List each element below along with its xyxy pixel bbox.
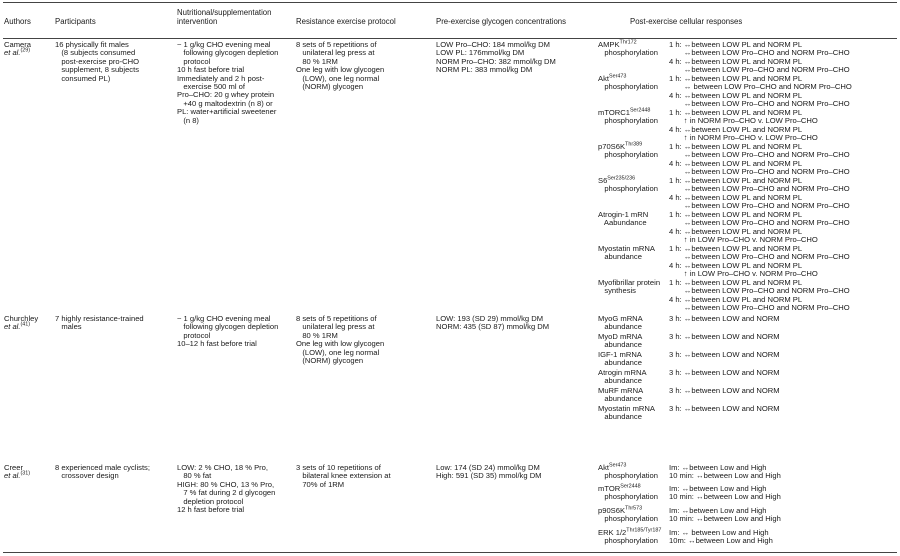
author-etal: et al. <box>4 48 21 58</box>
response-label: Akt$^{Ser473}$ phosphorylation <box>598 73 658 92</box>
response-detail: 1 h: ↔between LOW PL and NORM PL ↑ in NORM Pro–CHO v. LOW Pro–CHO 4 h: ↔between LOW PL and NORM PL ↑ in NORM Pro–CHO v. LOW Pro–CHO <box>669 108 818 143</box>
study-2-nutrition: ~ 1 g/kg CHO evening meal following glycogen depletion protocol 10–12 h fast before trial <box>177 314 279 349</box>
study-3-glycogen: Low: 174 (SD 24) mmol/kg DM High: 591 (SD 35) mmol/kg DM <box>436 463 542 481</box>
study-1-participants: 16 physically fit males (8 subjects consumed post-exercise pro-CHO supplement, 8 subjects consumed PL) <box>55 40 139 83</box>
author-name: Churchley <box>4 314 39 323</box>
header-glycogen: Pre-exercise glycogen concentrations <box>436 17 567 26</box>
study-1-author <box>4 41 31 58</box>
response-detail: 3 h: ↔between LOW and NORM <box>669 332 780 341</box>
header-participants: Participants <box>55 17 96 26</box>
response-detail: 3 h: ↔between LOW and NORM <box>669 404 780 413</box>
response-label: MyoG mRNA abundance <box>598 314 643 332</box>
study-3-nutrition: LOW: 2 % CHO, 18 % Pro, 80 % fat HIGH: 80 % CHO, 13 % Pro, 7 % fat during 2 d glycogen depletion protocol 12 h fast before trial <box>177 463 276 515</box>
response-detail: 1 h: ↔between LOW PL and NORM PL ↔between LOW Pro–CHO and NORM Pro–CHO 4 h: ↔between LOW PL and NORM PL ↑ in LOW Pro–CHO v. NORM Pro–CHO <box>669 210 850 245</box>
study-2-participants: 7 highly resistance-trained males <box>55 314 144 332</box>
bottom-rule <box>3 552 897 553</box>
response-detail: 1 h: ↔between LOW PL and NORM PL ↔between LOW Pro–CHO and NORM Pro–CHO 4 h: ↔between LOW PL and NORM PL ↔between LOW Pro–CHO and NORM Pro–CHO <box>669 176 850 211</box>
response-label: $S6^{Ser235/236}$ phosphorylation <box>598 175 658 194</box>
response-label: $p90S6K^{Thr573}$ phosphorylation <box>598 505 658 524</box>
author-etal: et al. <box>4 471 21 481</box>
study-2-glycogen: LOW: 193 (SD 29) mmol/kg DM NORM: 435 (SD 87) mmol/kg DM <box>436 314 550 332</box>
response-label: Myostatin mRNA abundance <box>598 244 655 262</box>
author-ref: (29) <box>20 47 31 54</box>
study-1-exercise: 8 sets of 5 repetitions of unilateral leg press at 80 % 1RM One leg with low glycogen (LOW), one leg normal (NORM) glycogen <box>296 40 385 92</box>
header-responses: Post-exercise cellular responses <box>630 17 743 26</box>
study-3-author <box>4 464 30 481</box>
response-label: MuRF mRNA abundance <box>598 386 644 404</box>
response-detail: 3 h: ↔between LOW and NORM <box>669 386 780 395</box>
response-label: $AMPK^{Thr172}$ phosphorylation <box>598 39 658 58</box>
response-detail: Im: ↔between Low and High 10 min: ↔between Low and High <box>669 484 781 502</box>
response-label: ERK $1/2^{Thr185/Tyr187}$ phosphorylation <box>598 527 662 546</box>
study-3-participants: 8 experienced male cyclists; crossover design <box>55 463 150 481</box>
response-detail: 1 h: ↔between LOW PL and NORM PL ↔between LOW Pro–CHO and NORM Pro–CHO 4 h: ↔between LOW PL and NORM PL ↔between LOW Pro–CHO and NORM Pro–CHO <box>669 278 850 313</box>
response-label: mTOR$^{Ser2448}$ phosphorylation <box>598 483 658 502</box>
study-1-nutrition: ~ 1 g/kg CHO evening meal following glycogen depletion protocol 10 h fast before trial Immediately and 2 h post- exercise 500 ml of Pro–CHO: 20 g whey protein +40 g maltodextrin (n 8) or PL: water+artificial sweetener (n 8) <box>177 40 279 125</box>
response-label: $mTORC1^{Ser2448}$ phosphorylation <box>598 107 658 126</box>
author-name: Creer <box>4 463 23 472</box>
response-detail: 1 h: ↔between LOW PL and NORM PL ↔between LOW Pro–CHO and NORM Pro–CHO 4 h: ↔between LOW PL and NORM PL ↑ in LOW Pro–CHO v. NORM Pro–CHO <box>669 244 850 279</box>
response-detail: 1 h: ↔between LOW PL and NORM PL ↔between LOW Pro–CHO and NORM Pro–CHO 4 h: ↔between LOW PL and NORM PL ↔between LOW Pro–CHO and NORM Pro–CHO <box>669 40 850 75</box>
header-authors: Authors <box>4 17 31 26</box>
response-detail: Im: ↔between Low and High 10 min: ↔between Low and High <box>669 463 781 481</box>
response-label: IGF-1 mRNA abundance <box>598 350 642 368</box>
response-detail: Im: ↔ between Low and High 10m: ↔between Low and High <box>669 528 773 546</box>
response-detail: 3 h: ↔between LOW and NORM <box>669 314 780 323</box>
response-detail: 1 h: ↔between LOW PL and NORM PL ↔between LOW Pro–CHO and NORM Pro–CHO 4 h: ↔between LOW PL and NORM PL ↔between LOW Pro–CHO and NORM Pro–CHO <box>669 142 850 177</box>
study-3-exercise: 3 sets of 10 repetitions of bilateral knee extension at 70% of 1RM <box>296 463 391 489</box>
study-2-exercise: 8 sets of 5 repetitions of unilateral leg press at 80 % 1RM One leg with low glycogen (LOW), one leg normal (NORM) glycogen <box>296 314 385 366</box>
response-label: $p70S6K^{Thr389}$ phosphorylation <box>598 141 658 160</box>
response-detail: 3 h: ↔between LOW and NORM <box>669 350 780 359</box>
author-etal: et al. <box>4 322 21 332</box>
response-label: Atrogin mRNA abundance <box>598 368 647 386</box>
response-label: Atrogin-1 mRN Aabundance <box>598 210 649 228</box>
author-ref: (41) <box>20 321 31 328</box>
response-label: Myostatin mRNA abundance <box>598 404 655 422</box>
response-detail: 1 h: ↔between LOW PL and NORM PL ↔ between LOW Pro–CHO and NORM Pro–CHO 4 h: ↔between LOW PL and NORM PL ↔between LOW Pro–CHO and NORM Pro–CHO <box>669 74 852 109</box>
response-label: Akt$^{Ser473}$ phosphorylation <box>598 462 658 481</box>
response-detail: Im: ↔between Low and High 10 min: ↔between Low and High <box>669 506 781 524</box>
top-rule <box>3 2 897 3</box>
header-exercise: Resistance exercise protocol <box>296 17 396 26</box>
author-ref: (31) <box>20 470 31 477</box>
study-1-glycogen: LOW Pro–CHO: 184 mmol/kg DM LOW PL: 176mmol/kg DM NORM Pro–CHO: 382 mmol/kg DM NORM PL: 383 mmol/kg DM <box>436 40 556 75</box>
header-rule <box>3 38 897 39</box>
response-detail: 3 h: ↔between LOW and NORM <box>669 368 780 377</box>
author-name: Camera <box>4 40 32 49</box>
study-2-author <box>4 315 38 332</box>
header-nutrition: Nutritional/supplementation intervention <box>177 8 272 26</box>
response-label: MyoD mRNA abundance <box>598 332 643 350</box>
response-label: Myofibrillar protein synthesis <box>598 278 661 296</box>
